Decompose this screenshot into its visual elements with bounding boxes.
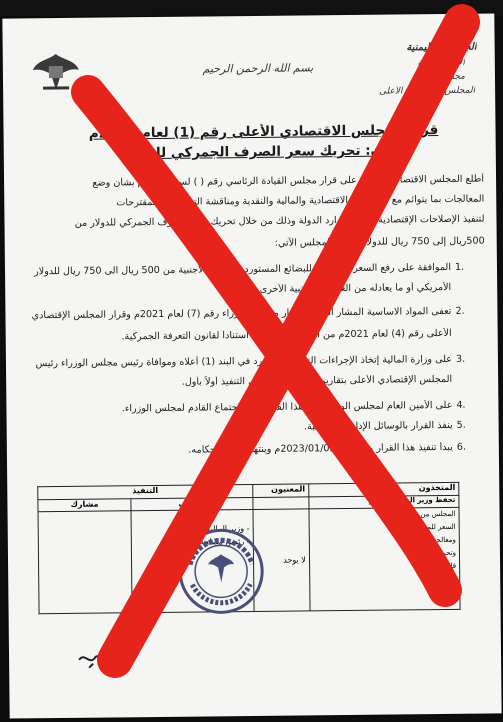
header-cabinet: مجلس الوزراء <box>411 71 466 83</box>
item-text: على وزارة المالية إتخاذ الإجراءات التنفيذية لما ورد في البند (1) أعلاه وموافاة رئيس مجلس الوزراء رئيس <box>35 353 452 370</box>
col-header-participant: مشارك <box>38 499 131 512</box>
basmala: بسم الله الرحمن الرحيم <box>202 61 314 76</box>
table-note-line: السعر للمواد <box>418 522 456 532</box>
item-number: 6. <box>456 441 467 453</box>
item-text: يبدأ تنفيذ هذا القرار من تاريخ 2023/01/03م وينتهي بتنفيذ أحكامه. <box>188 441 453 456</box>
col-header-concerned: المعنيون <box>253 484 309 498</box>
item-number: 3. <box>455 353 466 365</box>
item-text: ينفذ القرار بالوسائل الإدارية المناسبة. <box>303 419 453 433</box>
col-header-execution: التنفيذ <box>38 485 253 500</box>
table-note-line: قانونية وأخرى <box>415 561 457 571</box>
table-cell: تحفظ وزير المالية - عضو <box>309 495 459 509</box>
table-note-line: ومعالجة <box>432 535 456 545</box>
item-text: الأعلى رقم (4) لعام 2021م من الرسوم الجمركية استناداً لقانون التعرفة الجمركية. <box>121 327 452 343</box>
item-text: تعفى المواد الاساسية المشار اليها في قرار مجلس الوزراء رقم (7) لعام 2021م وقرار المجلس الإقتصادي <box>31 305 452 322</box>
preamble-line: المعالجات بما يتوائم مع التطورات الاقتصادية والمالية والنقدية ومناقشة التوصيات والمقترحات <box>116 193 485 209</box>
preamble-line: أطلع المجلس الاقتصادي الأعلى على قرار مجلس القيادة الرئاسي رقم ( ) لسنة 2022م بشأن وضع <box>92 173 485 189</box>
decision-subject: بشأن: تحريك سعر الصرف الجمركي للدولار <box>121 142 407 162</box>
item-text: على الأمين العام لمجلس الوزراء رفع هذا القرار في الإجتماع القادم لمجلس الوزراء. <box>121 399 453 415</box>
table-note-line: وتحريكه <box>432 548 457 558</box>
item-number: 4. <box>456 399 466 411</box>
table-cell-none: لا يوجد <box>253 509 310 612</box>
header-secretariat: الأمانة العامة <box>417 57 465 69</box>
primary-party: - رئيس مصلحة الجمارك <box>169 537 250 547</box>
preamble-line: 500ريال إلى 750 ريال للدولار ، وأقر المجلس الآتي: <box>274 235 485 249</box>
col-header-decision-makers: المتخذون <box>309 482 459 497</box>
item-text: الأمريكي أو ما يعادله من العملات الأجنبية الأخرى. <box>256 281 452 295</box>
table-note-line: المجلس من حيث رفع <box>392 509 456 519</box>
table-note-line: خلال العام <box>426 574 457 584</box>
col-header-primary: رئيسي <box>131 498 253 511</box>
item-number: 5. <box>456 419 466 431</box>
item-text: المجلس الإقتصادي الأعلى بتقارير دورية عن مستوى التنفيذ أولاً بأول. <box>181 373 453 388</box>
item-text: الموافقة على رفع السعر الجمركي للبضائع المستوردة بالعملة الأجنبية من 500 ريال الى 750 ريال للدولار <box>34 261 452 278</box>
item-number: 2. <box>455 305 465 317</box>
primary-party: - وزير المالية <box>206 524 250 534</box>
header-council: المجلس الاقتصادي الأعلى <box>378 85 476 97</box>
decision-title: قرار المجلس الاقتصادي الأعلى رقم (1) لعام 2023م <box>88 122 439 142</box>
header-republic: الجمهورية اليمنية <box>406 41 477 54</box>
item-number: 1. <box>454 261 465 273</box>
preamble-line: لتنفيذ الإصلاحات الإقتصادية وتعزيز موارد الدولة وذلك من خلال تحريك سعر الصرف الجمركي للدولار من <box>74 213 485 229</box>
